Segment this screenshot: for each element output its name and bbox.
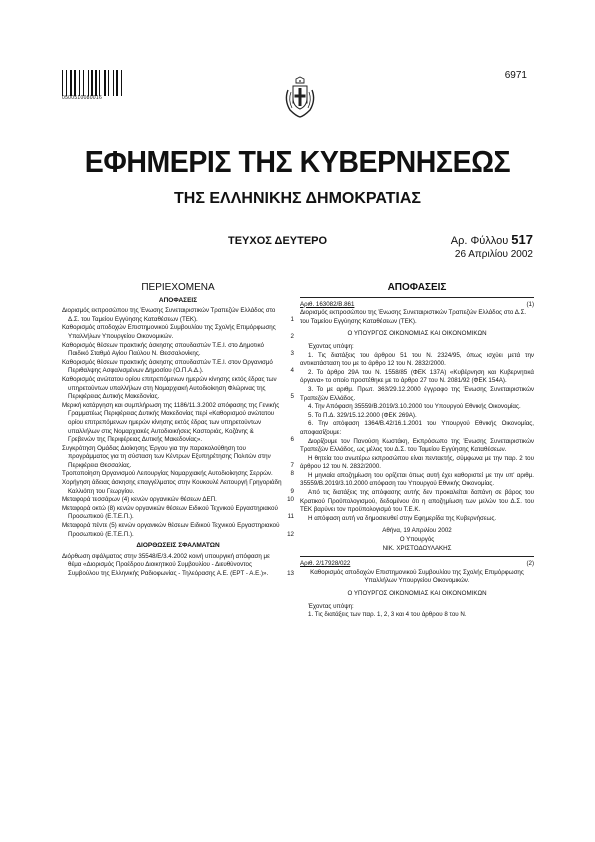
decision-consideration: 1. Τις διατάξεις των παρ. 1, 2, 3 και 4 του άρθρου 8 του Ν. [308, 611, 467, 619]
contents-entry [62, 402, 294, 445]
contents-entry-title: Τροποποίηση Οργανισμού Λειτουργίας Νομαρχιακής Αυτοδιοίκησης Σερρών. [62, 470, 273, 478]
contents-entry [62, 496, 294, 505]
decision-paragraph: Η θητεία του ανωτέρω εκπροσώπου είναι πενταετής, σύμφωνα με την παρ. 2 του άρθρου 12 του Ν. 2832/2000. [300, 454, 534, 471]
contents-entry [62, 342, 294, 359]
barcode-bar [88, 70, 89, 96]
barcode-bar [108, 70, 109, 96]
contents-entry-page: 5 [290, 393, 294, 401]
barcode-bar [89, 70, 90, 96]
decision-paragraph: Η απόφαση αυτή να δημοσιευθεί στην Εφημερίδα της Κυβερνήσεως. [308, 514, 497, 522]
contents-entry [62, 479, 294, 496]
divider [300, 297, 534, 298]
contents-entry [62, 307, 294, 324]
decisions-column [300, 284, 534, 620]
contents-entry-page: 6 [290, 436, 294, 444]
decision-consideration: 1. Τις διατάξεις του άρθρου 51 του Ν. 2324/95, όπως ισχύει μετά την αντικατάσταση του με το άρθρο 12 του Ν. 2832/2000. [300, 351, 534, 368]
series-label: ΤΕΥΧΟΣ ΔΕΥΤΕΡΟ [228, 235, 328, 247]
issue-date: 26 Απριλίου 2002 [454, 249, 533, 260]
barcode-bar [99, 70, 100, 96]
barcode-bar [113, 70, 114, 96]
contents-entry-page: 2 [290, 332, 294, 340]
decision-consideration: 3. Το με αριθμ. Πρωτ. 363/29.12.2000 έγγραφο της Ένωσης Συνεταιριστικών Τραπεζών Ελλάδος. [300, 385, 534, 402]
barcode-bar [95, 70, 96, 96]
contents-entry-page: 10 [287, 496, 294, 504]
contents-entry-page: 4 [290, 367, 294, 375]
decision-ref-number: Αριθ. 163082/Β.861 [300, 300, 355, 308]
contents-entry-title: Μερική κατάργηση και συμπλήρωση της 1186/11.3.2002 απόφασης της Γενικής Γραμματέως Περιφέρειας Δυτικής Μακεδονίας περί «Καθορισμού ανώτατου ορίου επιτρεπόμενων ημερών κίνησης εκτός έδρας των υπηρετούντων υπαλλήλων στις Νομαρχιακές Αυτοδιοικήσεις Καστοριάς, Κοζάνης & Γρεβενών της Περιφέρειας Δυτικής Μακεδονίας». [62, 401, 280, 444]
decision-paragraph: Από τις διατάξεις της απόφασης αυτής δεν προκαλείται δαπάνη σε βάρος του Κρατικού Προϋπολογισμού, δεδομένου ότι η αποζημίωση των μελών του Δ.Σ. του ΤΕΚ βαρύνει τον προϋπολογισμό του Τ.Ε.Κ. [300, 489, 534, 514]
contents-heading: ΠΕΡΙΕΧΟΜΕΝΑ [141, 282, 215, 293]
decision-body [300, 438, 534, 524]
decision-index: (1) [526, 300, 534, 308]
barcode-bar [80, 70, 81, 96]
corrections-list [62, 553, 294, 579]
barcode-bar [116, 70, 118, 96]
barcode-bar [74, 70, 75, 96]
decision-subject: Καθορισμός αποδοχών Επιστημονικού Συμβουλίου της Σχολής Επιμόρφωσης Υπαλλήλων Υπουργείου Οικονομικών. [310, 568, 524, 585]
decision-consideration: 5. Το Π.Δ. 329/15.12.2000 (ΦΕΚ 269Α). [308, 411, 417, 419]
barcode-bar [101, 70, 103, 96]
contents-entry [62, 505, 294, 522]
barcode-bar [70, 70, 72, 96]
gazette-subtitle: ΤΗΣ ΕΛΛΗΝΙΚΗΣ ΔΗΜΟΚΡΑΤΙΑΣ [174, 190, 421, 207]
barcode-number: 0500510080016 [62, 95, 103, 101]
contents-entry-page: 8 [290, 470, 294, 478]
contents-entry-title: Μεταφορά τεσσάρων (4) κενών οργανικών θέσεων ΔΕΠ. [62, 496, 217, 504]
signatory-name: ΝΙΚ. ΧΡΙΣΤΟΔΟΥΛΑΚΗΣ [382, 544, 452, 552]
decision-having-regard: Έχοντας υπόψη: [308, 602, 354, 610]
contents-entry [62, 359, 294, 376]
contents-entry [62, 376, 294, 402]
barcode-bar [94, 70, 95, 96]
barcode-bar [83, 70, 84, 96]
issue-number: Αρ. Φύλλου 517 [450, 232, 533, 247]
contents-entry-page: 11 [287, 513, 294, 521]
barcode-bar [91, 70, 92, 96]
contents-entry-title: Διορισμός εκπροσώπου της Ένωσης Συνεταιριστικών Τραπεζών Ελλάδος στο Δ.Σ. του Ταμείου Εγγύησης Καταθέσεων (ΤΕΚ). [62, 307, 276, 323]
contents-entry-page: 12 [287, 530, 294, 538]
decision-reference [300, 560, 534, 569]
decision-considerations [300, 352, 534, 438]
decision-authority: Ο ΥΠΟΥΡΓΟΣ ΟΙΚΟΝΟΜΙΑΣ ΚΑΙ ΟΙΚΟΝΟΜΙΚΩΝ [347, 330, 487, 338]
contents-entry-page: 7 [290, 461, 294, 469]
barcode-bar [114, 70, 115, 96]
contents-column [62, 284, 294, 579]
barcode-bar [64, 70, 65, 96]
contents-entry [62, 470, 294, 479]
contents-entry-title: Διόρθωση σφάλματος στην 35548/Ε/3.4.2002 κοινή υπουργική απόφαση με θέμα «Διορισμός Προέδρου Διοικητικού Συμβουλίου - Διευθύνοντος Συμβούλου της Ελληνικής Ραδιοφωνίας - Τηλεόρασης Α.Ε. (ΕΡΤ - Α.Ε.)». [62, 552, 270, 577]
contents-entry-title: Χορήγηση άδειας άσκησης επαγγέλματος στην Κουκουλέ Λειτουργή Γρηγοριάδη Καλλιόπη του Γεωργίου. [62, 479, 282, 495]
barcode-bar [123, 70, 124, 96]
contents-entry-title: Συγκρότηση Ομάδας Διοίκησης Έργου για την παρακολούθηση του προγράμματος για τη σύσταση των Κέντρων Εξυπηρέτησης Πολιτών στην Περιφέρεια Θεσσαλίας. [62, 444, 271, 469]
greek-coat-of-arms-emblem [282, 76, 318, 118]
contents-entry-page: 3 [290, 350, 294, 358]
barcode-bar [85, 70, 87, 96]
place-date: Αθήνα, 19 Απριλίου 2002 [382, 527, 452, 535]
decision-paragraph: Η μηνιαία αποζημίωση του ορίζεται όπως αυτή έχει καθοριστεί με την υπ' αριθμ. 35559/Β.2019/3.10.2000 απόφαση του Υπουργού Εθνικής Οικονομίας. [300, 471, 534, 488]
divider [300, 556, 534, 557]
signatory-role: Ο Υπουργός [399, 536, 435, 544]
barcode-bar [98, 70, 99, 96]
gazette-title: ΕΦΗΜΕΡΙΣ ΤΗΣ ΚΥΒΕΡΝΗΣΕΩΣ [84, 144, 511, 179]
corrections-heading: ΔΙΟΡΘΩΣΕΙΣ ΣΦΑΛΜΑΤΩΝ [136, 542, 220, 550]
decision-authority: Ο ΥΠΟΥΡΓΟΣ ΟΙΚΟΝΟΜΙΑΣ ΚΑΙ ΟΙΚΟΝΟΜΙΚΩΝ [347, 590, 487, 597]
contents-entry-title: Καθορισμός θέσεων πρακτικής άσκησης σπουδαστών Τ.Ε.Ι. στο Δημοτικό Παιδικό Σταθμό Αγίου Παύλου Ν. Θεσσαλονίκης. [62, 341, 264, 358]
contents-entry [62, 324, 294, 341]
decision-having-regard: Έχοντας υπόψη: [308, 342, 354, 350]
barcode-bar [62, 70, 63, 96]
barcode-bar [119, 70, 120, 96]
decisions-heading: ΑΠΟΦΑΣΕΙΣ [158, 296, 198, 304]
barcode-bar [79, 70, 80, 96]
barcode [62, 62, 124, 96]
barcode-bar [68, 70, 69, 96]
decision-paragraph: Διορίζουμε τον Πανούση Κωστάκη, Εκπρόσωπο της Ένωσης Συνεταιριστικών Τραπεζών Ελλάδος, ως μέλος του Δ.Σ. του Ταμείου Εγγύησης Καταθέσεων. [300, 437, 534, 454]
contents-list [62, 307, 294, 539]
contents-entry-title: Καθορισμός ανώτατου ορίου επιτρεπόμενων ημερών κίνησης εκτός έδρας των υπηρετούντων υπαλλήλων στη Νομαρχιακή Αυτοδιοίκηση Φλώρινας της Περιφέρειας Δυτικής Μακεδονίας. [62, 375, 277, 401]
barcode-bar [121, 70, 122, 96]
contents-entry-page: 13 [287, 570, 294, 577]
contents-entry-title: Μεταφορά οκτώ (8) κενών οργανικών θέσεων Ειδικού Τεχνικού Εργαστηριακού Προσωπικού (Ε.Τ.Ε.Π.). [62, 504, 278, 521]
barcode-bar [66, 70, 67, 96]
decision-index: (2) [526, 560, 534, 568]
barcode-bar [77, 70, 78, 96]
decisions-heading: ΑΠΟΦΑΣΕΙΣ [387, 282, 447, 293]
barcode-bar [73, 70, 74, 96]
decision-reference [300, 301, 534, 310]
contents-entry-title: Καθορισμός θέσεων πρακτικής άσκησης σπουδαστών Τ.Ε.Ι. στον Οργανισμό Περιθαλψης Ασφαλισμένων Δημοσίου (Ο.Π.Α.Δ.). [62, 358, 273, 375]
decision-consideration: 6. Την απόφαση 1364/Β.42/16.1.2001 του Υπουργού Εθνικής Οικονομίας, αποφασίζουμε: [300, 420, 534, 436]
contents-entry-title: Μεταφορά πέντε (5) κενών οργανικών θέσεων Ειδικού Τεχνικού Εργαστηριακού Προσωπικού (Ε.Τ.Ε.Π.). [62, 522, 280, 538]
contents-entry [62, 553, 294, 579]
contents-entry-page: 9 [290, 487, 294, 495]
barcode-bar [104, 70, 105, 96]
contents-entry [62, 445, 294, 471]
page-number: 6971 [504, 70, 527, 81]
contents-entry [62, 522, 294, 539]
contents-entry-page: 1 [290, 315, 294, 323]
decision-consideration: 2. Το άρθρο 29Α του Ν. 1558/85 (ΦΕΚ 137Α) «Κυβέρνηση και Κυβερνητικά όργανα» το οποίο προστέθηκε με το άρθρο 27 του Ν. 2081/92 (ΦΕΚ 154Α). [300, 368, 534, 385]
decision-subject: Διορισμός εκπροσώπου της Ένωσης Συνεταιριστικών Τραπεζών Ελλάδος στο Δ.Σ. του Ταμείου Εγγύησης Καταθέσεων (ΤΕΚ). [300, 309, 527, 325]
decision-ref-number: Αριθ. 2/17928/022 [300, 560, 351, 568]
decision-consideration: 4. Την Απόφαση 35559/Β.2019/3.10.2000 του Υπουργού Εθνικής Οικονομίας. [308, 403, 521, 411]
contents-entry-title: Καθορισμός αποδοχών Επιστημονικού Συμβουλίου της Σχολής Επιμόρφωσης Υπαλλήλων Υπουργείου Οικονομικών. [62, 324, 276, 340]
barcode-bar [110, 70, 111, 96]
barcode-bar [107, 70, 108, 96]
